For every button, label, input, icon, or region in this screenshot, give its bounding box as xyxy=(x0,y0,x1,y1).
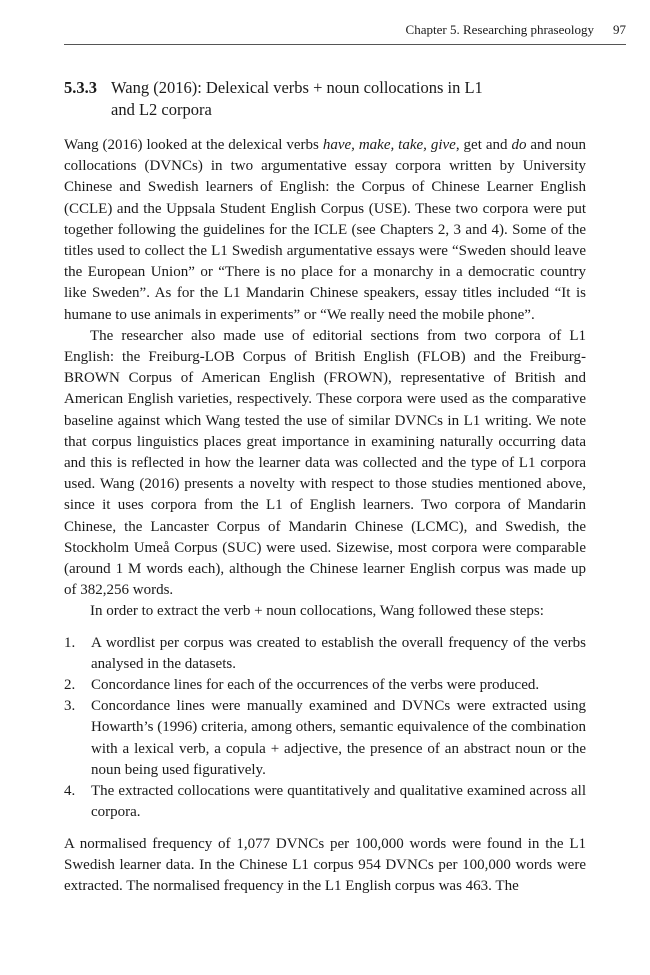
verb-do: do xyxy=(511,137,527,153)
paragraph-1 xyxy=(64,135,586,326)
page-number: 97 xyxy=(613,22,626,37)
steps-list xyxy=(64,633,586,824)
body-text xyxy=(64,135,586,897)
list-item-text: Concordance lines for each of the occurrences of the verbs were produced. xyxy=(91,677,540,694)
list-item-text: Concordance lines were manually examined and DVNCs were extracted using Howarth’s (1996) criteria, among others, semantic equivalence of the combination with a lexical verb, a copula + adjective, the presence of an abstract noun or the noun being used figuratively. xyxy=(91,698,586,778)
list-marker: 4. xyxy=(64,783,76,800)
running-head xyxy=(64,22,626,45)
list-item xyxy=(64,696,586,781)
section-title-line-1: Wang (2016): Delexical verbs + noun collocations in L1 xyxy=(111,78,483,97)
list-marker: 3. xyxy=(64,698,76,715)
list-item xyxy=(64,633,586,675)
chapter-title: Chapter 5. Researching phraseology xyxy=(405,22,594,37)
delexical-verbs-list: have, make, take, give xyxy=(322,137,456,153)
paragraph-1-part-c: and noun collocations (DVNCs) in two argumentative essay corpora written by University Chinese and Swedish learners of English: the Corpus of Chinese Learner English (CCLE) and the Uppsala Student English Corpus (USE). These two corpora were put together following the guidelines for the ICLE (see Chapters 2, 3 and 4). Some of the titles used to collect the L1 Swedish argumentative essays were “Sweden should leave the European Union” or “There is no place for a monarchy in a democratic country like Sweden”. As for the L1 Mandarin Chinese speakers, essay titles included “It is humane to use animals in experiments” or “We really need the mobile phone”. xyxy=(64,137,586,323)
section-heading xyxy=(64,77,584,121)
list-item-text: The extracted collocations were quantitatively and qualitative examined across all corpora. xyxy=(91,783,586,821)
list-item-text: A wordlist per corpus was created to establish the overall frequency of the verbs analysed in the datasets. xyxy=(91,634,586,672)
paragraph-4: A normalised frequency of 1,077 DVNCs per 100,000 words were found in the L1 Swedish learner data. In the Chinese L1 corpus 954 DVNCs per 100,000 words were extracted. The normalised frequency in the L1 English corpus was 463. The xyxy=(64,835,586,894)
paragraph-1-part-b: , get and xyxy=(455,137,512,153)
list-item xyxy=(64,675,586,696)
paragraph-2: The researcher also made use of editorial sections from two corpora of L1 English: the Freiburg-LOB Corpus of British English (FLOB) and the Freiburg-BROWN Corpus of American English (FROWN), representative of British and American English varieties, respectively. These corpora were used as the comparative baseline against which Wang tested the use of similar DVNCs in L1 writing. We note that corpus linguistics places great importance in examining naturally occurring data and this is reflected in how the learner data was collected and the type of L1 corpora used. Wang (2016) presents a novelty with respect to those studies mentioned above, since it uses corpora from the L1 of English learners. Two corpora of Mandarin Chinese, the Lancaster Corpus of Mandarin Chinese (LCMC), and Swedish, the Stockholm Umeå Corpus (SUC) were used. Sizewise, most corpora were comparable (around 1 M words each), although the Chinese learner English corpus was made up of 382,256 words. xyxy=(64,327,586,599)
list-marker: 1. xyxy=(64,634,76,651)
paragraph-1-part-a: Wang (2016) looked at the delexical verbs xyxy=(64,137,323,153)
list-marker: 2. xyxy=(64,677,76,694)
section-number: 5.3.3 xyxy=(64,78,97,97)
list-item xyxy=(64,781,586,823)
paragraph-3: In order to extract the verb + noun collocations, Wang followed these steps: xyxy=(90,603,544,620)
section-title-line-2: and L2 corpora xyxy=(111,100,212,119)
